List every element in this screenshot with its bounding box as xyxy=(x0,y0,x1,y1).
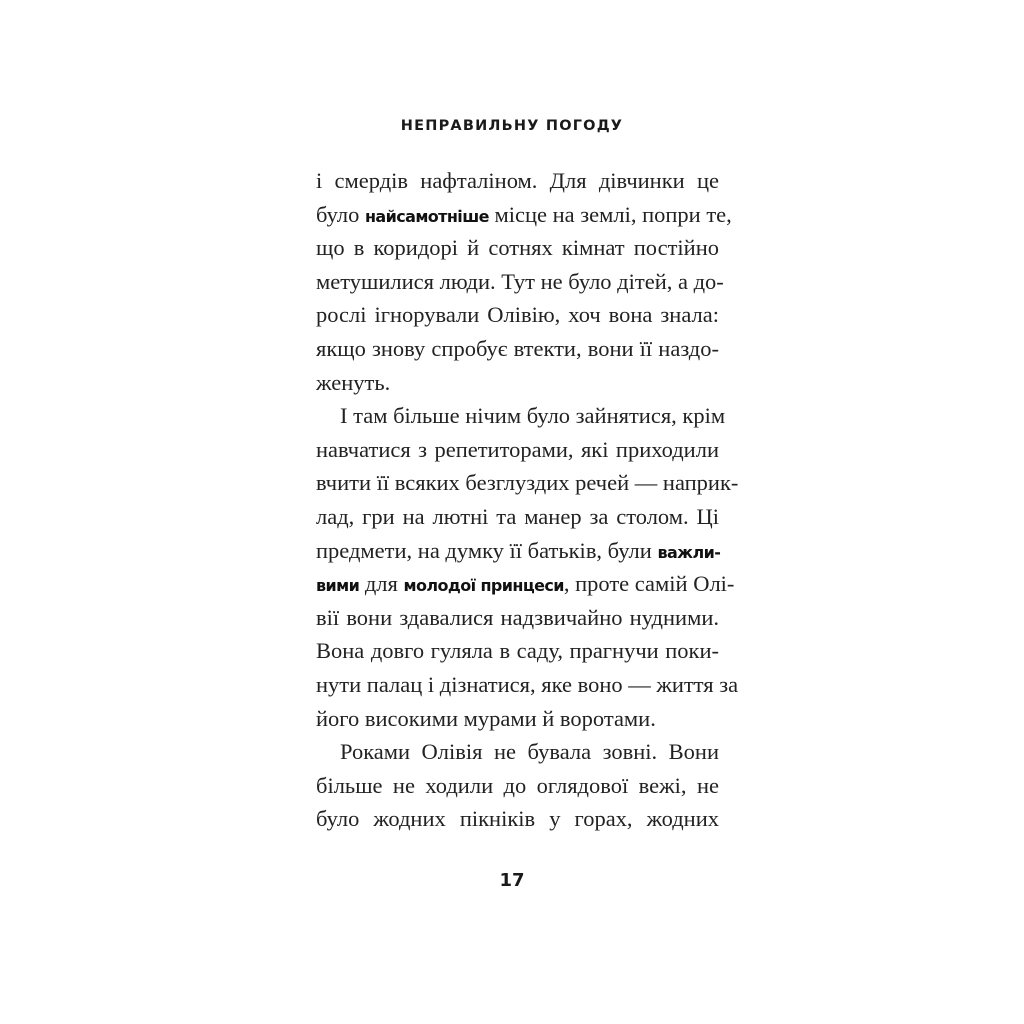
page-number: 17 xyxy=(499,870,525,891)
text-line xyxy=(316,198,732,232)
text-line xyxy=(316,668,739,702)
text-segment: навчатися з репетиторами, які приходили xyxy=(316,436,719,462)
body-text xyxy=(316,164,739,836)
emphasized-word: вими xyxy=(316,576,360,596)
text-line xyxy=(316,500,719,534)
text-line xyxy=(316,534,719,568)
text-segment: Роками Олівія не бувала зовні. Вони xyxy=(340,739,719,765)
text-segment: метушилися люди. Тут не було дітей, а до- xyxy=(316,268,724,294)
text-segment: І там більше нічим було зайнятися, крім xyxy=(340,403,726,429)
text-segment: і смердів нафталіном. Для дівчинки це xyxy=(316,168,719,193)
text-segment: рослі ігнорували Олівію, хоч вона знала: xyxy=(316,302,719,328)
text-line xyxy=(316,433,719,467)
text-line xyxy=(316,265,724,299)
running-header: НЕПРАВИЛЬНУ ПОГОДУ xyxy=(400,118,624,134)
text-line xyxy=(316,802,719,836)
text-line xyxy=(316,567,735,601)
text-segment: якщо знову спробує втекти, вони її наздо- xyxy=(316,335,719,361)
text-segment: вії вони здавалися надзвичайно нудними. xyxy=(316,604,719,630)
text-line xyxy=(316,366,719,400)
text-segment: місце на землі, попри те, xyxy=(488,201,732,227)
text-line xyxy=(316,231,719,265)
text-segment: що в коридорі й сотнях кімнат постійно xyxy=(316,235,719,261)
text-line xyxy=(316,634,719,668)
text-segment: більше не ходили до оглядової вежі, не xyxy=(316,772,719,798)
text-line xyxy=(316,769,719,803)
text-segment: нути палац і дізнатися, яке воно — життя за xyxy=(316,671,739,697)
text-segment: Вона довго гуляла в саду, прагнучи поки- xyxy=(316,638,719,664)
text-line xyxy=(316,164,719,198)
text-line xyxy=(316,332,719,366)
text-segment: для xyxy=(359,571,404,597)
text-segment: женуть. xyxy=(316,369,391,395)
emphasized-word: молодої принцеси xyxy=(403,576,564,596)
emphasized-word: найсамотніше xyxy=(364,206,489,226)
emphasized-word: важли- xyxy=(657,542,721,562)
text-line xyxy=(316,735,719,769)
text-segment: , проте самій Олі- xyxy=(563,571,735,597)
text-line xyxy=(316,298,719,332)
text-line xyxy=(316,601,719,635)
text-line xyxy=(316,466,739,500)
text-line xyxy=(316,399,726,433)
text-segment: його високими мурами й воротами. xyxy=(316,705,656,731)
text-segment: було xyxy=(316,201,365,227)
text-line xyxy=(316,702,719,736)
text-segment: було жодних пікніків у горах, жодних xyxy=(316,806,719,832)
text-segment: лад, гри на лютні та манер за столом. Ці xyxy=(316,503,719,529)
text-segment: вчити її всяких безглуздих речей — наприк- xyxy=(316,470,739,496)
text-segment: предмети, на думку її батьків, були xyxy=(316,537,658,563)
